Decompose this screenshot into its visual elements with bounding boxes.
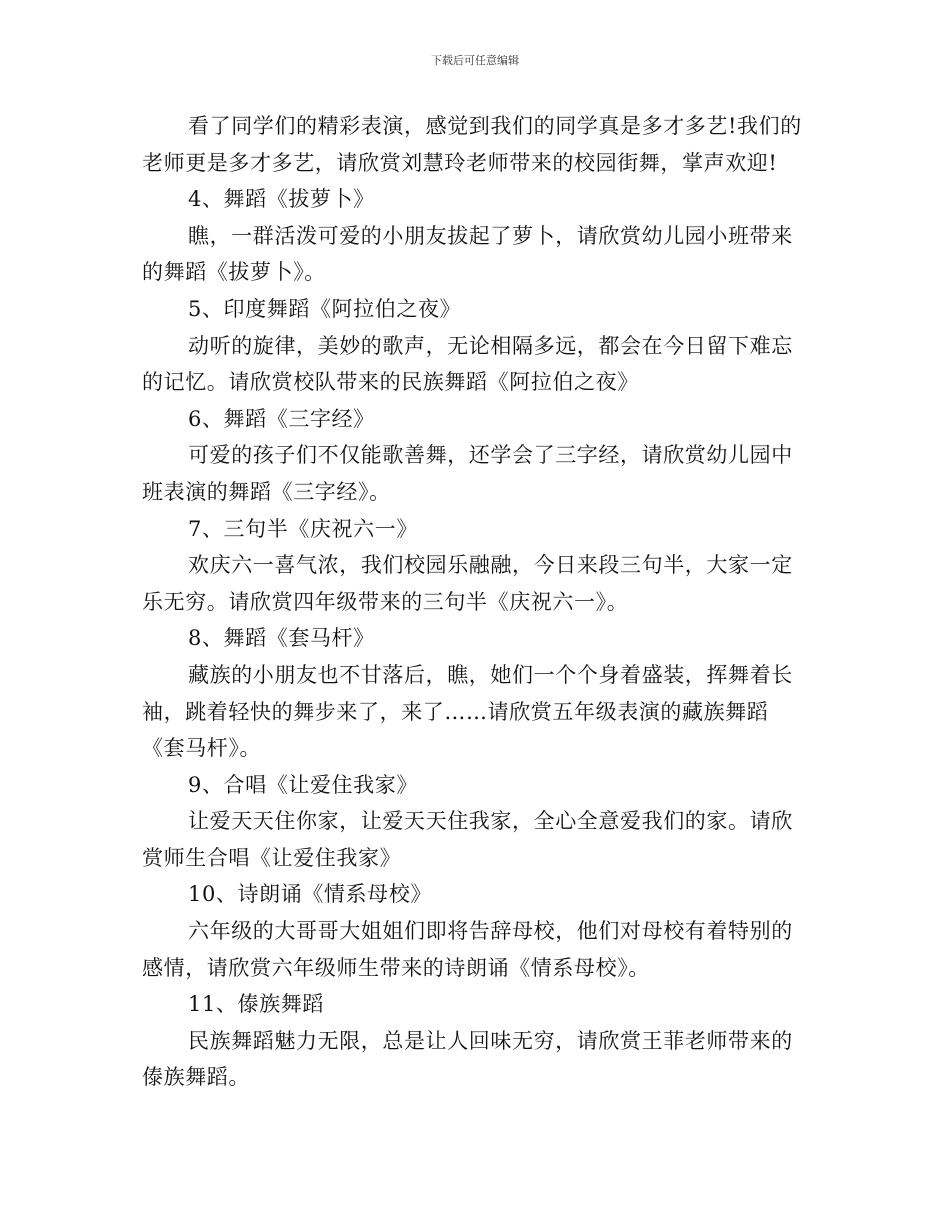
text-line: 7、三句半《庆祝六一》 [188,516,418,541]
text-line: 老师更是多才多艺，请欣赏刘慧玲老师带来的校园街舞，掌声欢迎! [142,150,778,175]
text-line: 4、舞蹈《拔萝卜》 [188,187,375,212]
text-line: 六年级的大哥哥大姐姐们即将告辞母校，他们对母校有着特别的 [188,919,793,944]
text-line: 民族舞蹈魅力无限，总是让人回味无穷，请欣赏王菲老师带来的 [188,1028,793,1053]
document-body [142,108,810,1096]
text-line: 6、舞蹈《三字经》 [188,406,375,431]
text-line: 看了同学们的精彩表演，感觉到我们的同学真是多才多艺!我们的 [188,114,802,138]
text-line: 11、傣族舞蹈 [188,992,324,1017]
text-line: 的记忆。请欣赏校队带来的民族舞蹈《阿拉伯之夜》 [142,370,639,395]
text-line: 赏师生合唱《让爱住我家》 [142,845,402,870]
text-line: 可爱的孩子们不仅能歌善舞，还学会了三字经，请欣赏幼儿园中 [188,443,793,468]
text-line: 乐无穷。请欣赏四年级带来的三句半《庆祝六一》。 [142,589,629,614]
text-line: 欢庆六一喜气浓，我们校园乐融融，今日来段三句半，大家一定 [188,553,793,578]
text-line: 9、合唱《让爱住我家》 [188,772,418,797]
text-line: 5、印度舞蹈《阿拉伯之夜》 [188,296,462,321]
text-line: 10、诗朗诵《情系母校》 [188,882,432,907]
text-line: 班表演的舞蹈《三字经》。 [142,479,391,504]
text-line: 傣族舞蹈。 [142,1065,250,1090]
text-line: 《套马杆》。 [142,736,262,761]
text-line: 让爱天天住你家，让爱天天住我家，全心全意爱我们的家。请欣 [188,809,793,834]
text-line: 感情，请欣赏六年级师生带来的诗朗诵《情系母校》。 [142,955,650,980]
text-line: 的舞蹈《拔萝卜》。 [142,260,326,285]
page-header-note: 下载后可任意编辑 [431,54,519,67]
text-line: 动听的旋律，美妙的歌声，无论相隔多远，都会在今日留下难忘 [188,333,793,358]
text-line: 8、舞蹈《套马杆》 [188,626,375,651]
text-line: 袖，跳着轻快的舞步来了，来了……请欣赏五年级表演的藏族舞蹈 [142,699,769,724]
text-line: 藏族的小朋友也不甘落后，瞧，她们一个个身着盛装，挥舞着长 [188,662,793,687]
text-line: 瞧，一群活泼可爱的小朋友拔起了萝卜，请欣赏幼儿园小班带来 [188,223,793,248]
